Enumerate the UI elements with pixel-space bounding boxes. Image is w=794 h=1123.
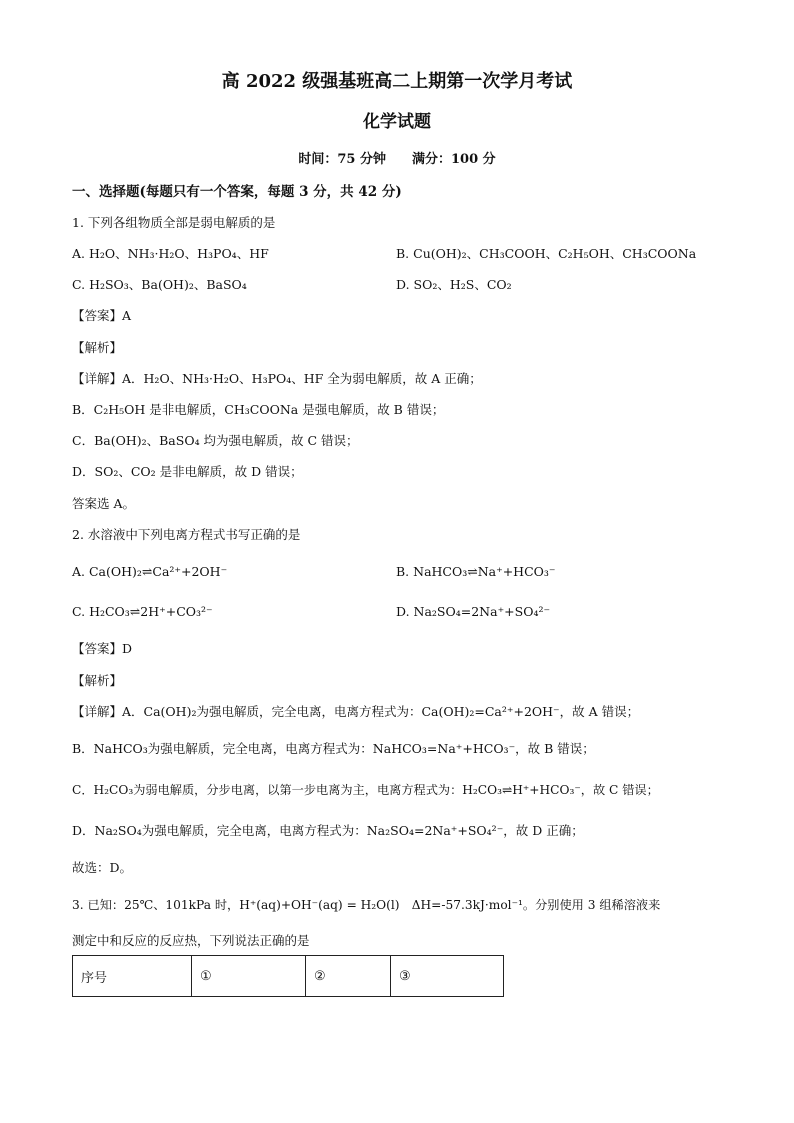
q1-option-c: C. H₂SO₃、Ba(OH)₂、BaSO₄ [72, 277, 247, 292]
table-cell: ③ [391, 956, 504, 997]
q1-option-b: B. Cu(OH)₂、CH₃COOH、C₂H₅OH、CH₃COONa [396, 246, 697, 261]
q1-detail-line: D．SO₂、CO₂ 是非电解质，故 D 错误； [72, 464, 303, 479]
exam-title: 高 2022 级强基班高二上期第一次学月考试 [221, 71, 573, 92]
q2-option-b: B. NaHCO₃⇌Na⁺+HCO₃⁻ [396, 564, 556, 579]
q1-option-d: D. SO₂、H₂S、CO₂ [396, 277, 512, 292]
q2-option-c: C. H₂CO₃⇌2H⁺+CO₃²⁻ [72, 604, 213, 619]
q1-detail-line: C．Ba(OH)₂、BaSO₄ 均为强电解质，故 C 错误； [72, 433, 359, 448]
q2-detail-line: C．H₂CO₃为弱电解质，分步电离，以第一步电离为主，电离方程式为：H₂CO₃⇌H⁺+HCO₃⁻，故 C 错误； [72, 783, 659, 797]
section-heading: 一、选择题(每题只有一个答案，每题 3 分，共 42 分) [72, 184, 402, 200]
q1-detail-line: 答案选 A。 [72, 496, 136, 511]
q1-detail-line: 【详解】A．H₂O、NH₃·H₂O、H₃PO₄、HF 全为弱电解质，故 A 正确； [72, 371, 482, 386]
q2-option-a: A. Ca(OH)₂⇌Ca²⁺+2OH⁻ [72, 564, 228, 579]
exam-meta: 时间：75 分钟 满分：100 分 [298, 152, 496, 167]
q2-detail-line: D．Na₂SO₄为强电解质，完全电离，电离方程式为：Na₂SO₄=2Na⁺+SO₄²⁻，故 D 正确； [72, 823, 584, 838]
table-cell: ② [306, 956, 391, 997]
q1-analysis-label: 【解析】 [72, 340, 123, 355]
q3-table [72, 955, 504, 997]
exam-subtitle: 化学试题 [363, 112, 431, 132]
q3-stem-line1: 3. 已知：25℃、101kPa 时，H⁺(aq)+OH⁻(aq) = H₂O(l) ΔH=-57.3kJ·mol⁻¹。分别使用 3 组稀溶液来 [72, 898, 661, 912]
q2-detail-line: 故选：D。 [72, 860, 133, 875]
table-cell-header: 序号 [73, 956, 192, 997]
q2-analysis-label: 【解析】 [72, 673, 123, 688]
q2-detail-line: B．NaHCO₃为强电解质，完全电离，电离方程式为：NaHCO₃=Na⁺+HCO₃⁻，故 B 错误； [72, 741, 595, 756]
q3-stem-line2: 测定中和反应的反应热，下列说法正确的是 [72, 933, 310, 948]
table-cell: ① [192, 956, 306, 997]
q2-stem: 2. 水溶液中下列电离方程式书写正确的是 [72, 527, 301, 542]
q2-detail-line: 【详解】A．Ca(OH)₂为强电解质，完全电离，电离方程式为：Ca(OH)₂=Ca²⁺+2OH⁻，故 A 错误； [72, 704, 640, 719]
q2-answer: 【答案】D [72, 641, 133, 656]
table-row [73, 956, 504, 997]
q1-answer: 【答案】A [72, 308, 132, 323]
q1-option-a: A. H₂O、NH₃·H₂O、H₃PO₄、HF [72, 246, 269, 261]
q2-option-d: D. Na₂SO₄=2Na⁺+SO₄²⁻ [396, 604, 551, 619]
q1-stem: 1. 下列各组物质全部是弱电解质的是 [72, 215, 276, 230]
q1-detail-line: B．C₂H₅OH 是非电解质，CH₃COONa 是强电解质，故 B 错误； [72, 402, 445, 417]
